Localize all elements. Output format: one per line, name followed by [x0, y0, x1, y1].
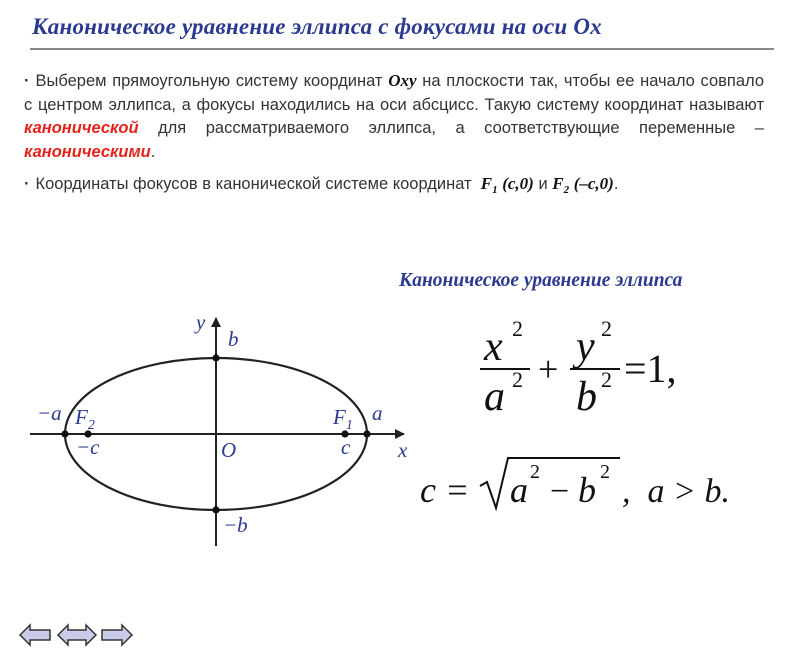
nav-back-button[interactable]	[20, 625, 50, 645]
c-formula-b-exp: 2	[600, 461, 610, 483]
minus-c-label: −c	[76, 435, 100, 459]
eq-b: b	[576, 374, 597, 420]
c-formula-a: a	[510, 470, 528, 510]
vertex-left-point	[61, 430, 68, 437]
term-canonical: канонической	[24, 119, 139, 137]
focus-f1: $F_1$	[480, 174, 498, 196]
b-label: b	[228, 327, 239, 351]
nav-forward-button[interactable]	[102, 625, 132, 645]
para2-and: и	[538, 175, 548, 193]
para2-end: .	[613, 175, 619, 193]
para1-end: .	[150, 142, 156, 161]
canonical-equation-heading: Каноническое уравнение эллипса	[399, 270, 683, 291]
c-formula-minus: −	[550, 473, 570, 510]
x-axis-label: x	[398, 438, 408, 462]
arrow-left-icon	[20, 625, 50, 645]
page-title: Каноническое уравнение эллипса с фокусами на оси Ox	[32, 14, 602, 39]
focal-distance-formula	[420, 458, 730, 510]
para1-text-1: Выберем прямоугольную систему координат	[35, 72, 383, 90]
f1-label: $F_1$	[333, 405, 353, 433]
minus-b-label: −b	[223, 513, 248, 537]
c-formula-b: b	[578, 470, 596, 510]
para2-text: Координаты фокусов в канонической системе координат	[35, 175, 472, 193]
c-formula-a-exp: 2	[530, 461, 540, 483]
bullet: ·	[24, 175, 30, 193]
eq-b-exp: 2	[601, 367, 612, 392]
y-axis-label: y	[196, 310, 206, 334]
co-vertex-bottom-point	[212, 506, 219, 513]
a-label: a	[372, 401, 383, 425]
focus-f2-coords: (–c,0)	[573, 174, 614, 193]
oxy-term: Oxy	[388, 71, 417, 90]
arrow-both-icon	[58, 625, 96, 645]
c-label: c	[341, 435, 351, 459]
co-vertex-top-point	[212, 354, 219, 361]
c-formula-tail: , a > b.	[622, 473, 730, 510]
term-canonical-variables: каноническими	[24, 142, 151, 161]
para1-text-3: для рассматриваемого эллипса, а соответствующие переменные –	[158, 119, 764, 137]
eq-y-exp: 2	[601, 316, 612, 341]
focus-f1-coords: (c,0)	[502, 174, 534, 193]
para1-text-2: на плоскости так, чтобы ее начало совпало с центром эллипса, а фокусы находились на оси абсцисс. Такую систему координат называют	[24, 72, 765, 114]
eq-y: y	[576, 324, 595, 370]
eq-plus: +	[538, 349, 559, 389]
bullet: ·	[24, 72, 30, 90]
eq-x: x	[484, 324, 503, 370]
f2-label: $F_2$	[75, 405, 95, 433]
eq-rhs: =1,	[624, 346, 677, 391]
nav-return-button[interactable]	[58, 625, 96, 645]
eq-x-exp: 2	[512, 316, 523, 341]
origin-label: O	[221, 438, 237, 462]
vertex-right-point	[363, 430, 370, 437]
eq-a-exp: 2	[512, 367, 523, 392]
arrow-right-icon	[102, 625, 132, 645]
minus-a-label: −a	[37, 401, 62, 425]
eq-a: a	[484, 374, 505, 420]
canonical-equation	[480, 316, 677, 420]
c-formula-lhs: c =	[420, 470, 470, 510]
focus-f2: $F_2$	[552, 174, 570, 196]
